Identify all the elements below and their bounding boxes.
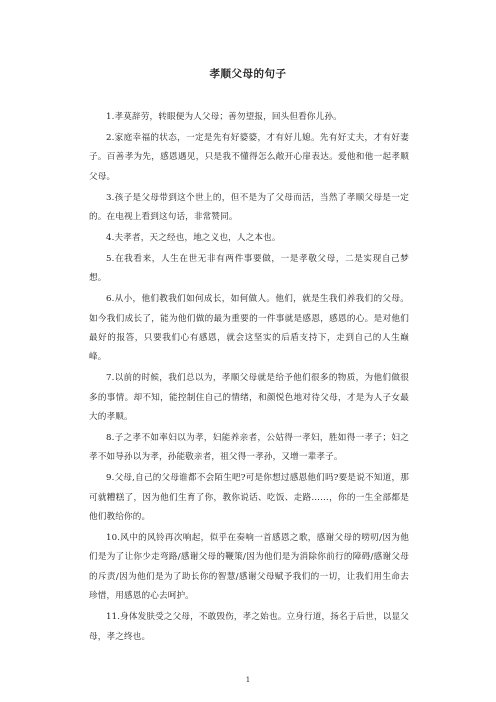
- paragraph-6: 6.从小，他们教我们如何成长，如何做人。他们，就是生我们养我们的父母。如今我们成长了，能为他们做的最为重要的一件事就是感恩，感恩的心。是对他们最好的报答，只要我们心有感恩，就会这坚实的后盾支持下，走到自己的人生巅峰。: [89, 294, 409, 363]
- paragraph-5: 5.在我看来，人生在世无非有两件事要做，一是孝敬父母，二是实现自己梦想。: [89, 253, 409, 284]
- paragraph-3: 3.孩子是父母带到这个世上的，但不是为了父母而活，当然了孝顺父母是一定的。在电视上看到这句话，非常赞同。: [89, 192, 409, 223]
- page-number: 1: [245, 676, 251, 684]
- document-body: [89, 108, 409, 648]
- document-title: 孝顺父母的句子: [209, 68, 287, 80]
- paragraph-2: 2.家庭幸福的状态，一定是先有好婆婆，才有好儿媳。先有好丈夫，才有好妻子。百善孝为先，感恩遇见，只是我不懂得怎么敞开心扉表达。爱他和他一起孝顺父母。: [89, 132, 409, 182]
- paragraph-7: 7.以前的时候，我们总以为，孝顺父母就是给予他们很多的物质，为他们做很多的事情。却不知，能控制住自己的情绪，和颜悦色地对待父母，才是为人子女最大的孝顺。: [89, 373, 409, 423]
- paragraph-8: 8.子之孝不如率妇以为孝，妇能养亲者，公姑得一孝妇，胜如得一孝子；妇之孝不如导孙以为孝，孙能敬亲者，祖父得一孝孙，又增一辈孝子。: [89, 433, 409, 463]
- paragraph-11: 11.身体发肤受之父母，不敢毁伤，孝之始也。立身行道，扬名于后世，以显父母，孝之终也。: [89, 612, 409, 642]
- paragraph-10: 10.风中的风铃再次响起，似乎在奏响一首感恩之歌，感谢父母的唠叨/因为他们是为了让你少走弯路/感谢父母的鞭策/因为他们是为消除你前行的障碍/感谢父母的斥责/因为他们是为了助长你的智慧/感谢父母赋予我们的一切，让我们用生命去珍惜，用感恩的心去呵护。: [89, 533, 409, 602]
- paragraph-9: 9.父母,自己的父母谁都不会陌生吧?可是你想过感恩他们吗?要是说不知道，那可就糟糕了，因为他们生育了你，教你说话、吃饭、走路……，你的一生全部都是他们教给你的。: [89, 473, 409, 523]
- paragraph-4: 4.夫孝者，天之经也，地之义也，人之本也。: [106, 232, 281, 243]
- paragraph-1: 1.孝莫辞劳，转眼便为人父母；善勿望报，回头但看你儿孙。: [106, 112, 342, 122]
